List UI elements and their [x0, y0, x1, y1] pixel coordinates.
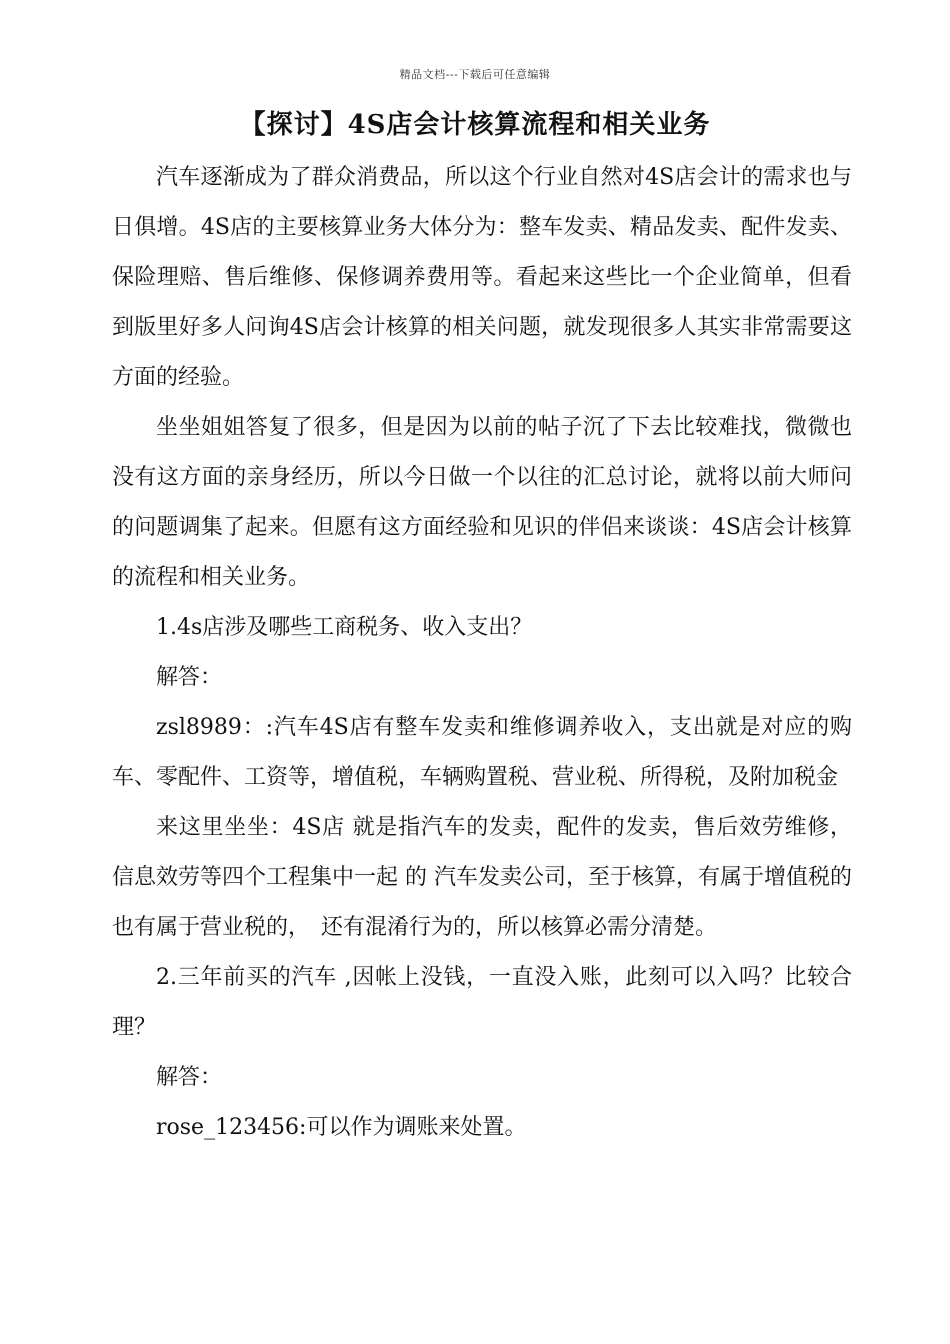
- answer-1a: zsl8989：:汽车4S店有整车发卖和维修调养收入，支出就是对应的购车、零配件、工资等，增值税，车辆购置税、营业税、所得税，及附加税金: [112, 715, 852, 790]
- document-body: [112, 153, 875, 1153]
- answer-2a: rose_123456:可以作为调账来处置。: [156, 1115, 527, 1140]
- document-title: 【探讨】4S店会计核算流程和相关业务: [239, 110, 711, 140]
- answer-label-1: 解答：: [156, 665, 223, 690]
- answer-label-2: 解答：: [156, 1065, 223, 1090]
- paragraph-intro: 汽车逐渐成为了群众消费品，所以这个行业自然对4S店会计的需求也与日俱增。4S店的主要核算业务大体分为：整车发卖、精品发卖、配件发卖、保险理赔、售后维修、保修调养费用等。看起来这些比一个企业简单，但看到版里好多人问询4S店会计核算的相关问题，就发现很多人其实非常需要这方面的经验。: [112, 165, 852, 390]
- answer-1b: 来这里坐坐：4S店 就是指汽车的发卖，配件的发卖，售后效劳维修，信息效劳等四个工程集中一起 的 汽车发卖公司，至于核算，有属于增值税的 也有属于营业税的， 还有混淆行为的，所以核算必需分清楚。: [112, 815, 875, 940]
- question-1: 1.4s店涉及哪些工商税务、收入支出？: [156, 615, 533, 640]
- header-note: 精品文档---下载后可任意编辑: [399, 68, 551, 81]
- question-2: 2.三年前买的汽车 ,因帐上没钱，一直没入账，此刻可以入吗？比较合理？: [112, 965, 852, 1040]
- paragraph-summary: 坐坐姐姐答复了很多，但是因为以前的帖子沉了下去比较难找，微微也没有这方面的亲身经历，所以今日做一个以往的汇总讨论，就将以前大师问的问题调集了起来。但愿有这方面经验和见识的伴侣来谈谈：4S店会计核算的流程和相关业务。: [112, 415, 852, 590]
